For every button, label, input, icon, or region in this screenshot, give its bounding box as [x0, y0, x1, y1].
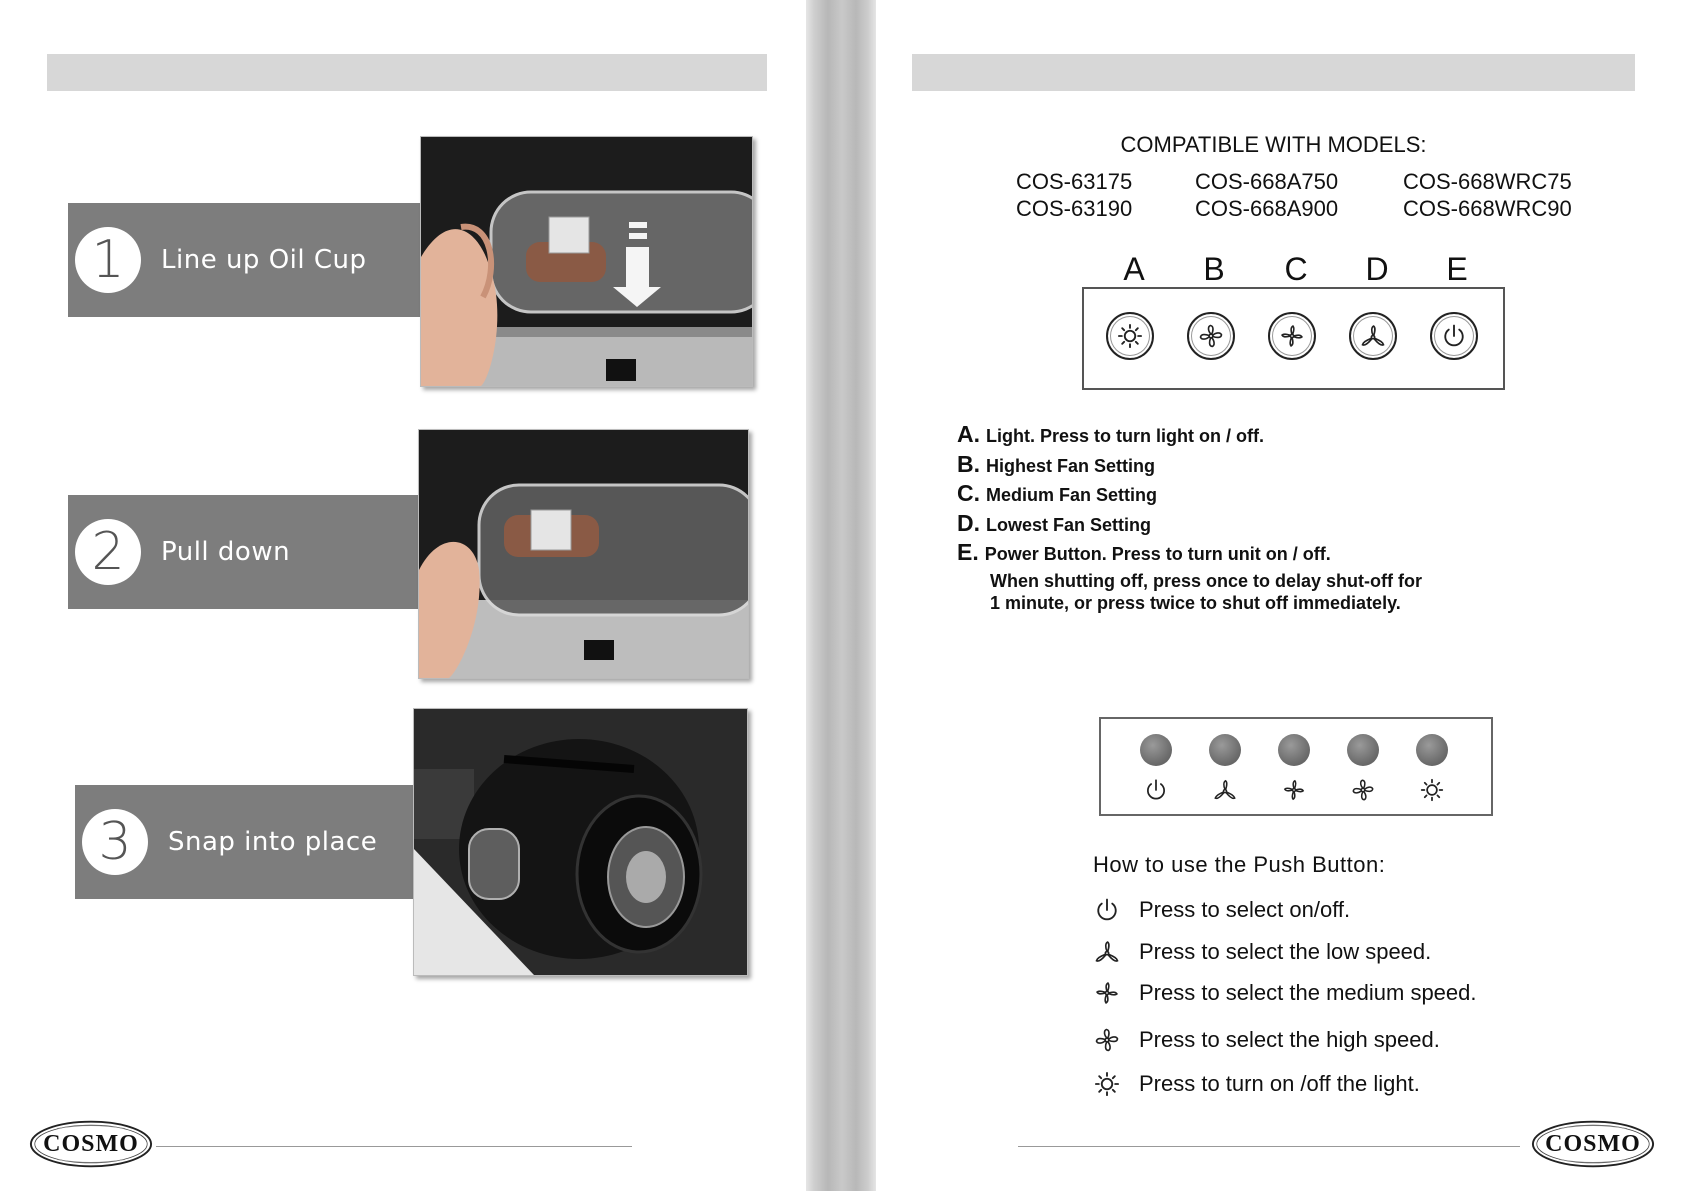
howto-row-power: [1093, 896, 1350, 924]
step-2-photo: [418, 429, 749, 679]
model-item: COS-63190: [1016, 196, 1133, 221]
desc-b: [957, 453, 1155, 477]
howto-row-light: [1093, 1070, 1420, 1098]
desc-d: [957, 512, 1151, 536]
panel-button-d[interactable]: [1349, 312, 1397, 360]
panel-letter-c: C: [1284, 251, 1308, 287]
compatible-title-wrap: [912, 132, 1635, 162]
desc-e-letter: E.: [957, 539, 979, 565]
howto-text: Press to select the medium speed.: [1139, 980, 1477, 1005]
desc-e: [957, 541, 1331, 565]
push-button-4[interactable]: [1347, 734, 1379, 766]
book-spine: [806, 0, 876, 1191]
desc-d-text: Lowest Fan Setting: [986, 515, 1152, 535]
desc-b-letter: B.: [957, 451, 980, 477]
compatible-title: COMPATIBLE WITH MODELS:: [1120, 132, 1427, 157]
step-1-number: 1: [75, 227, 141, 293]
step-3-label: Snap into place: [168, 827, 378, 857]
panel-letter-b: B: [1203, 251, 1225, 287]
step-3-number: 3: [82, 809, 148, 875]
model-item: COS-668WRC90: [1403, 196, 1572, 221]
desc-b-text: Highest Fan Setting: [986, 456, 1156, 476]
howto-row-high: [1093, 1026, 1440, 1054]
model-item: COS-668A750: [1195, 169, 1339, 194]
desc-e-text: Power Button. Press to turn unit on / off.: [984, 544, 1331, 564]
light-icon: [1116, 322, 1144, 350]
left-header-bar: [47, 54, 767, 91]
panel-button-c[interactable]: [1268, 312, 1316, 360]
light-icon: [1093, 1070, 1121, 1098]
push-button-5[interactable]: [1416, 734, 1448, 766]
panel-letter-a: A: [1123, 251, 1145, 287]
model-item: COS-63175: [1016, 169, 1133, 194]
step-2-number: 2: [75, 519, 141, 585]
panel-button-a[interactable]: [1106, 312, 1154, 360]
desc-d-letter: D.: [957, 510, 980, 536]
step-2-label: Pull down: [161, 537, 291, 567]
desc-a-text: Light. Press to turn light on / off.: [986, 426, 1264, 446]
right-footer-rule: [1018, 1146, 1520, 1147]
desc-c: [957, 482, 1157, 506]
fan-high-icon: [1093, 1026, 1121, 1054]
fan-medium-icon: [1093, 979, 1121, 1007]
model-item: COS-668WRC75: [1403, 169, 1572, 194]
power-icon: [1440, 322, 1468, 350]
step-1-photo: [420, 136, 753, 387]
desc-a-letter: A.: [957, 421, 980, 447]
step-1-band: [68, 203, 420, 317]
fan-high-icon: [1197, 322, 1225, 350]
step-3-photo: [413, 708, 748, 976]
step-3-band: [75, 785, 413, 899]
panel-letter-e: E: [1446, 251, 1468, 287]
fan-low-icon: [1212, 777, 1238, 803]
howto-row-medium: [1093, 979, 1477, 1007]
desc-e-line3: 1 minute, or press twice to shut off immediately.: [990, 593, 1401, 613]
fan-medium-icon: [1281, 777, 1307, 803]
panel-letter-d: D: [1365, 251, 1389, 287]
fan-medium-icon: [1278, 322, 1306, 350]
fan-high-icon: [1350, 777, 1376, 803]
light-icon: [1419, 777, 1445, 803]
howto-row-low: [1093, 938, 1431, 966]
howto-text: Press to select the low speed.: [1139, 939, 1432, 964]
step-1-label: Line up Oil Cup: [161, 245, 367, 275]
panel-button-e[interactable]: [1430, 312, 1478, 360]
right-header-bar: [912, 54, 1635, 91]
left-footer-rule: [156, 1146, 632, 1147]
panel-button-b[interactable]: [1187, 312, 1235, 360]
push-button-3[interactable]: [1278, 734, 1310, 766]
push-button-1[interactable]: [1140, 734, 1172, 766]
fan-low-icon: [1093, 938, 1121, 966]
push-button-2[interactable]: [1209, 734, 1241, 766]
desc-c-letter: C.: [957, 480, 980, 506]
brand-right: COSMO: [1545, 1131, 1641, 1157]
desc-a: [957, 423, 1264, 447]
power-icon: [1093, 896, 1121, 924]
desc-c-text: Medium Fan Setting: [986, 485, 1157, 505]
howto-text: Press to turn on /off the light.: [1139, 1071, 1420, 1096]
desc-e-line2: When shutting off, press once to delay shut-off for: [990, 571, 1422, 591]
howto-text: Press to select the high speed.: [1139, 1027, 1440, 1052]
step-2-band: [68, 495, 418, 609]
power-icon: [1143, 777, 1169, 803]
fan-low-icon: [1359, 322, 1387, 350]
model-item: COS-668A900: [1195, 196, 1339, 221]
brand-left: COSMO: [43, 1131, 139, 1157]
howto-title: How to use the Push Button:: [1093, 852, 1386, 877]
howto-text: Press to select on/off.: [1139, 897, 1351, 922]
